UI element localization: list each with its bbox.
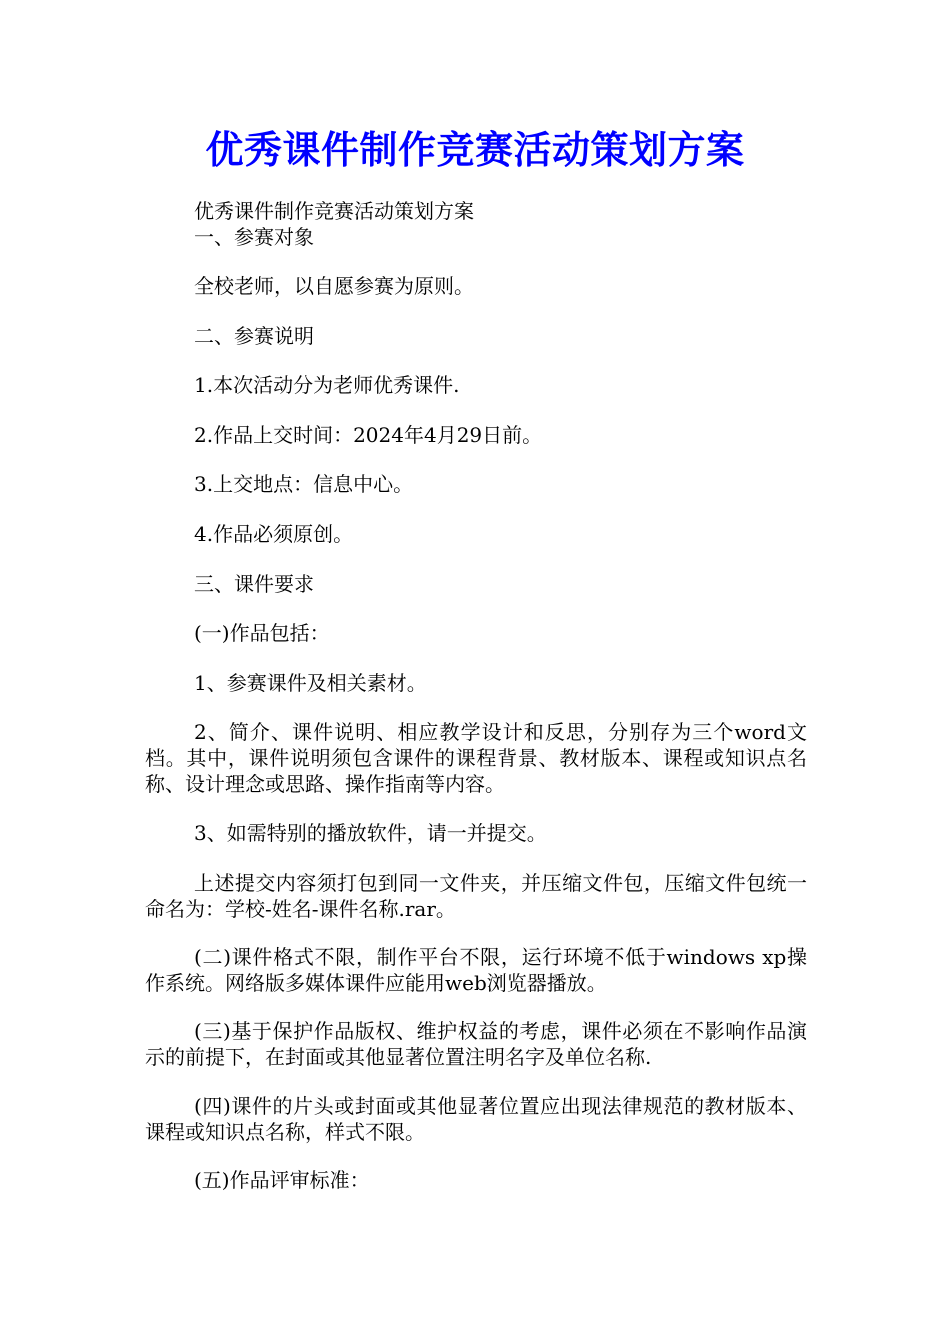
paragraph-instruction-1: 1.本次活动分为老师优秀课件. — [194, 373, 460, 397]
paragraph-req-1-item-1: 1、参赛课件及相关素材。 — [194, 671, 427, 695]
paragraph-req-4: (四)课件的片头或封面或其他显著位置应出现法律规范的教材版本、课程或知识点名称，样式不限。 — [145, 1094, 807, 1144]
paragraph-intro-title: 优秀课件制作竞赛活动策划方案 — [194, 199, 474, 223]
paragraph-req-2: (二)课件格式不限，制作平台不限，运行环境不低于windows xp操作系统。网络版多媒体课件应能用web浏览器播放。 — [145, 945, 807, 995]
paragraph-instruction-3: 3.上交地点：信息中心。 — [194, 472, 414, 496]
paragraph-instruction-4: 4.作品必须原创。 — [194, 522, 354, 546]
paragraph-req-5: (五)作品评审标准： — [194, 1168, 370, 1192]
heading-requirements: 三、课件要求 — [194, 572, 314, 596]
paragraph-packaging: 上述提交内容须打包到同一文件夹，并压缩文件包，压缩文件包统一命名为：学校-姓名-课件名称.rar。 — [145, 871, 807, 921]
paragraph-req-1: (一)作品包括： — [194, 621, 330, 645]
paragraph-instruction-2: 2.作品上交时间：2024年4月29日前。 — [194, 423, 543, 447]
paragraph-req-1-item-2: 2、简介、课件说明、相应教学设计和反思，分别存为三个word文档。其中，课件说明须包含课件的课程背景、教材版本、课程或知识点名称、设计理念或思路、操作指南等内容。 — [145, 720, 807, 796]
paragraph-participants: 全校老师，以自愿参赛为原则。 — [194, 274, 474, 298]
paragraph-req-3: (三)基于保护作品版权、维护权益的考虑，课件必须在不影响作品演示的前提下，在封面或其他显著位置注明名字及单位名称. — [145, 1019, 807, 1069]
heading-instructions: 二、参赛说明 — [194, 324, 314, 348]
document-title: 优秀课件制作竞赛活动策划方案 — [205, 127, 745, 172]
heading-participants: 一、参赛对象 — [194, 225, 314, 249]
paragraph-req-1-item-3: 3、如需特别的播放软件，请一并提交。 — [194, 821, 547, 845]
